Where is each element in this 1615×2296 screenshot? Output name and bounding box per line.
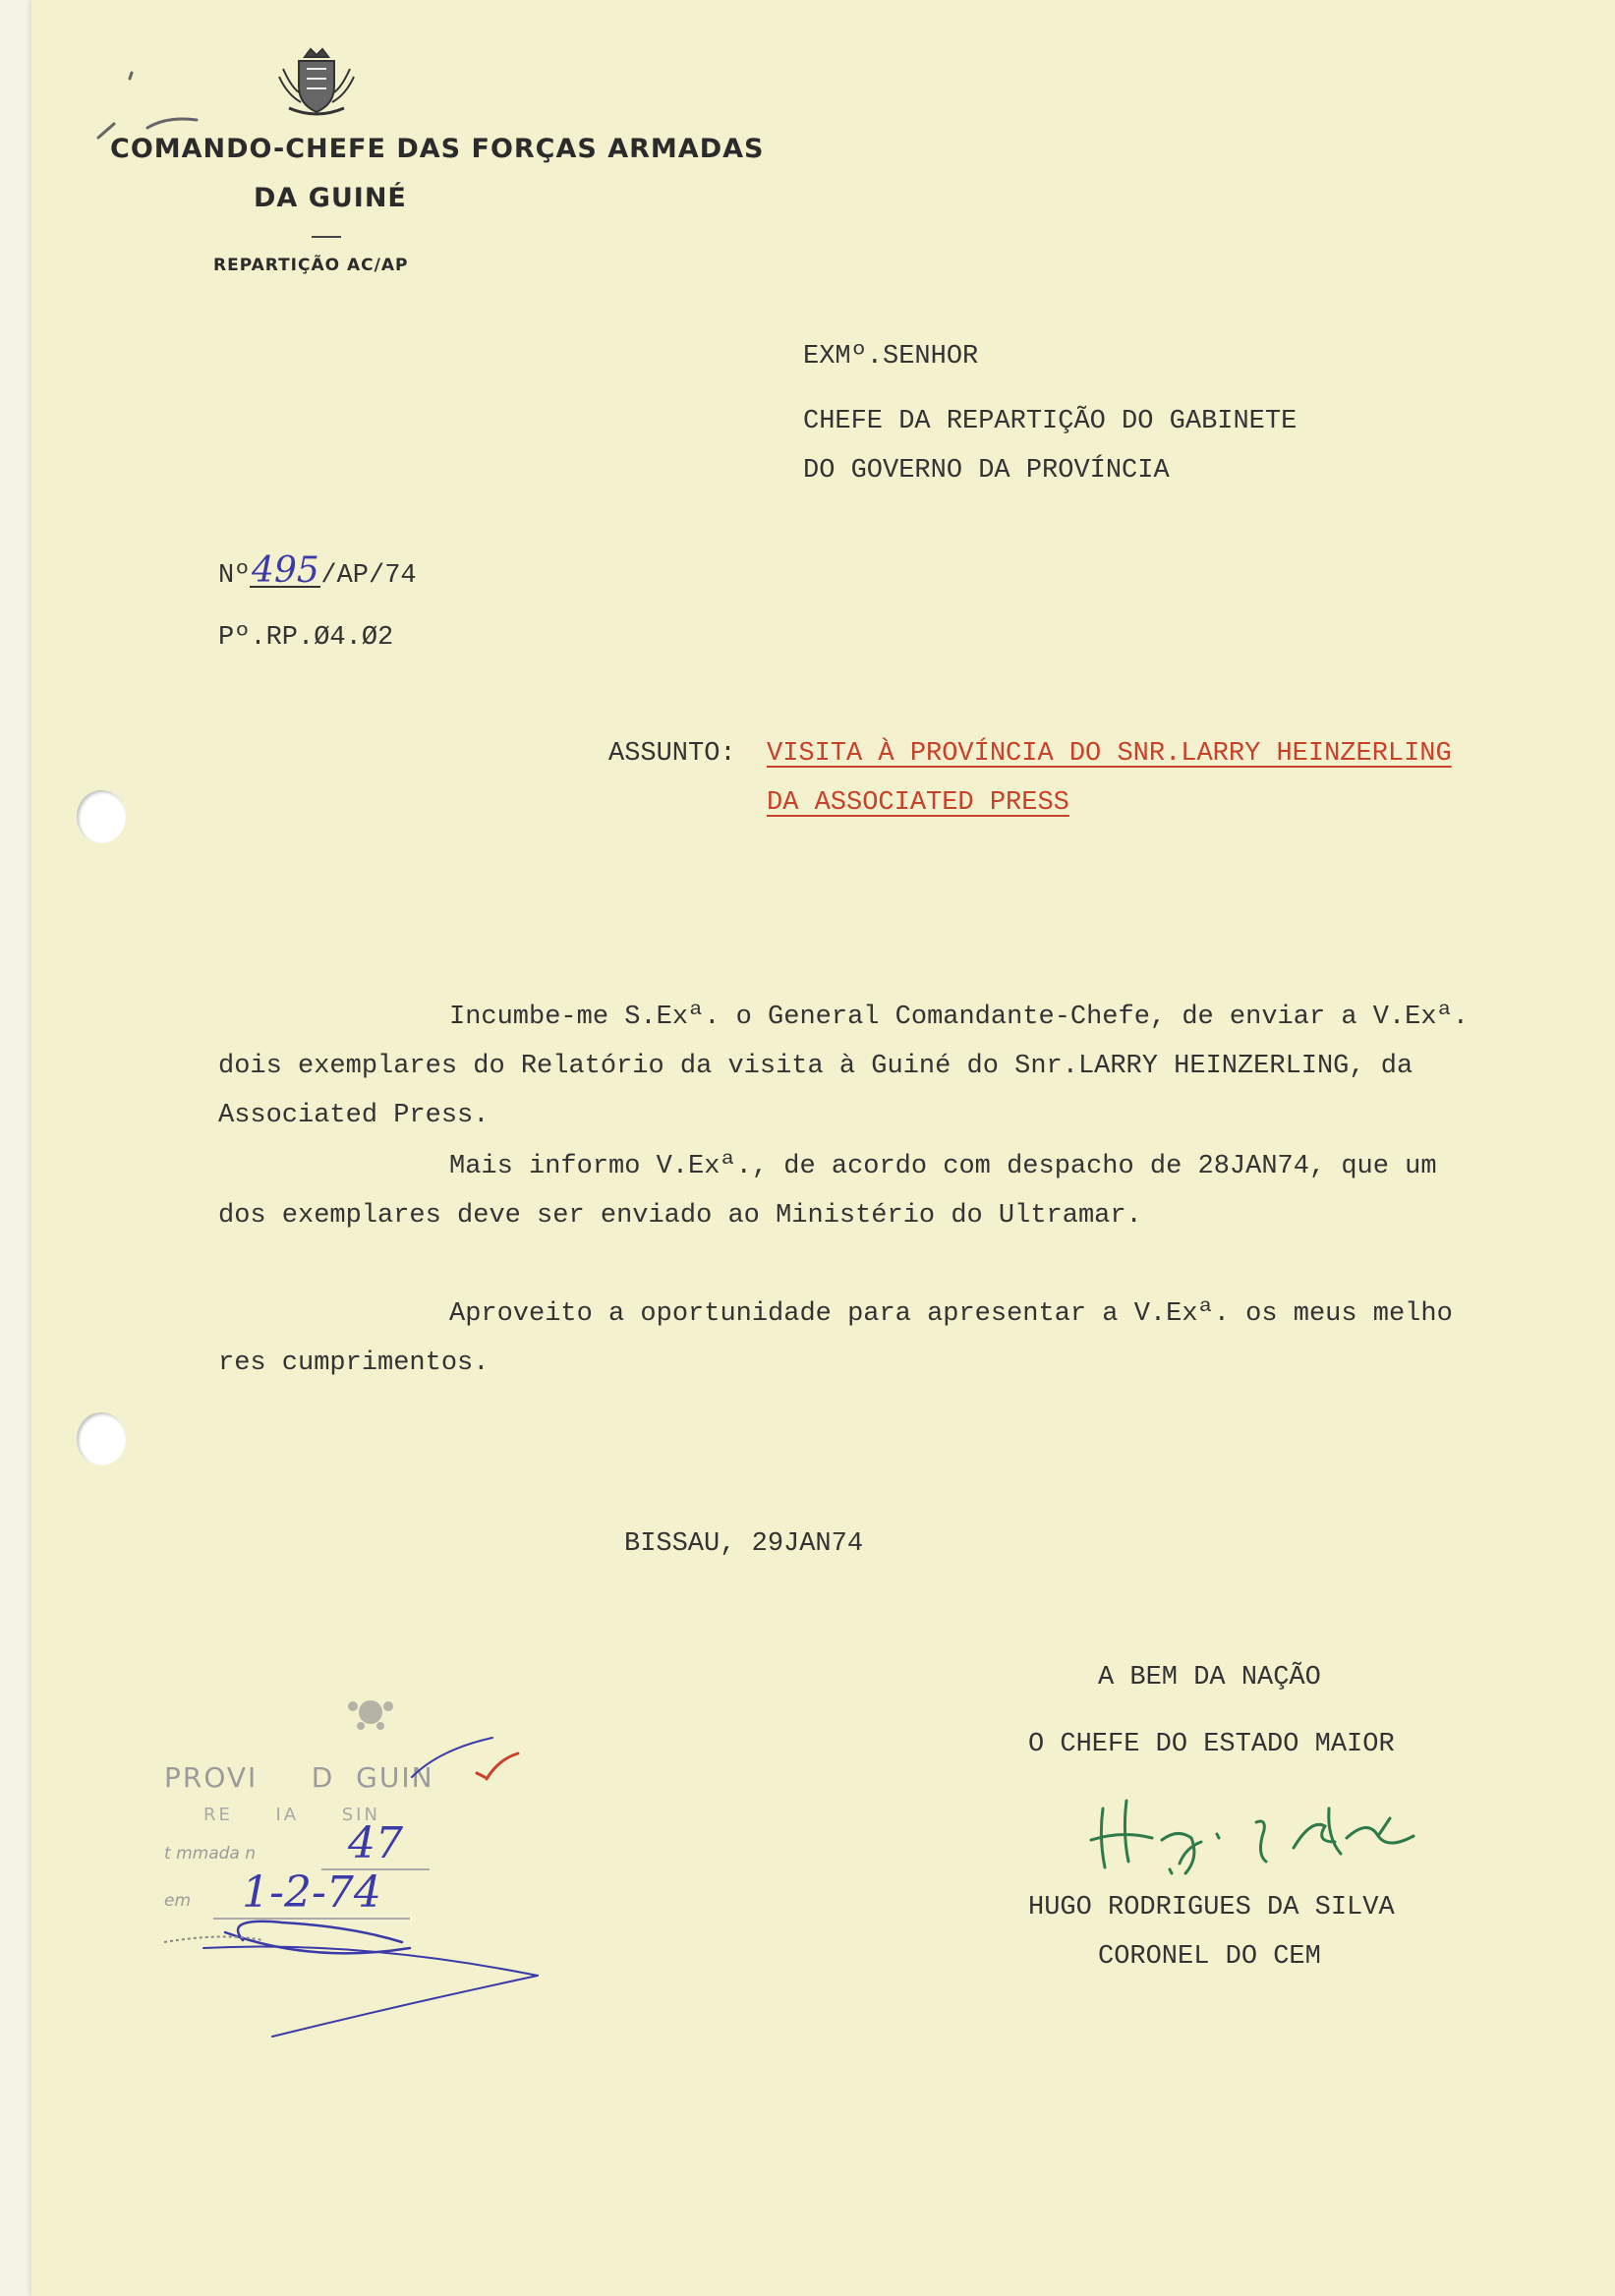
handwritten-signature [1083, 1779, 1496, 1887]
stamp-line-2: RE IA SIN [203, 1805, 380, 1825]
body-p1-line-1: Incumbe-me S.Exª. o General Comandante-Chefe, de enviar a V.Exª. [449, 1003, 1469, 1032]
stamp-handwritten-date: 1-2-74 [213, 1867, 410, 1920]
document-sheet [31, 0, 1615, 2296]
received-stamp [164, 1691, 577, 2044]
process-reference: Pº.RP.Ø4.Ø2 [218, 623, 394, 653]
recipient-line-2: DO GOVERNO DA PROVÍNCIA [803, 456, 1170, 486]
stamp-line-3: t mmada n [164, 1844, 256, 1864]
signatory-name: HUGO RODRIGUES DA SILVA [1028, 1893, 1395, 1923]
punch-hole-top [77, 790, 126, 843]
ink-smudge [59, 59, 216, 157]
header-divider [312, 236, 341, 238]
signatory-title: CORONEL DO CEM [1098, 1942, 1321, 1972]
header-line-1: COMANDO-CHEFE DAS FORÇAS ARMADAS [110, 134, 765, 164]
body-p2-line-2: dos exemplares deve ser enviado ao Ministério do Ultramar. [218, 1201, 1142, 1231]
reference-number-suffix: /AP/74 [320, 561, 417, 591]
recipient-salutation: EXMº.SENHOR [803, 342, 979, 372]
body-p1-line-2: dois exemplares do Relatório da visita à Guiné do Snr.LARRY HEINZERLING, da [218, 1052, 1413, 1081]
reference-number-prefix: Nº [218, 561, 251, 591]
coat-of-arms-icon [277, 47, 356, 122]
recipient-line-1: CHEFE DA REPARTIÇÃO DO GABINETE [803, 407, 1298, 436]
reference-number-handwritten: 495 [252, 550, 319, 591]
header-department: REPARTIÇÃO AC/AP [213, 256, 409, 275]
body-p3-line-2: res cumprimentos. [218, 1349, 490, 1378]
date-place: BISSAU, 29JAN74 [624, 1529, 864, 1559]
punch-hole-bottom [77, 1412, 126, 1465]
header-line-2: DA GUINÉ [254, 183, 407, 213]
stamp-line-4: em [164, 1891, 192, 1911]
closing-line-1: A BEM DA NAÇÃO [1098, 1663, 1321, 1693]
body-p3-line-1: Aproveito a oportunidade para apresentar a V.Exª. os meus melho [449, 1299, 1453, 1329]
body-p1-line-3: Associated Press. [218, 1101, 490, 1130]
stamp-handwritten-number: 47 [321, 1818, 430, 1870]
subject-line-1: VISITA À PROVÍNCIA DO SNR.LARRY HEINZERLING [767, 739, 1452, 769]
subject-label: ASSUNTO: [608, 739, 736, 769]
stamp-pen-marks [164, 1691, 577, 2044]
reference-number [218, 550, 417, 591]
closing-line-2: O CHEFE DO ESTADO MAIOR [1028, 1730, 1395, 1759]
body-p2-line-1: Mais informo V.Exª., de acordo com despacho de 28JAN74, que um [449, 1152, 1437, 1181]
subject-line-2: DA ASSOCIATED PRESS [767, 788, 1069, 818]
stamp-line-1: PROVI D GUIN [164, 1761, 434, 1794]
